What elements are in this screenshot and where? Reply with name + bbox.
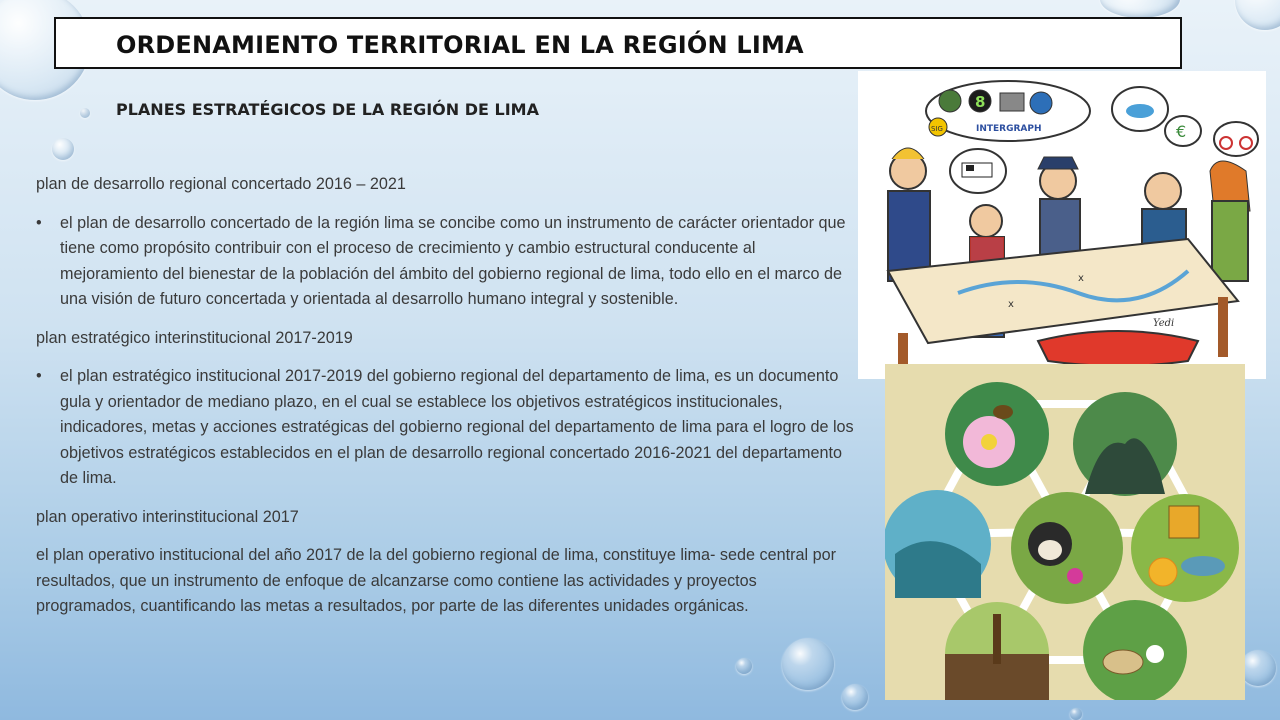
cartoon-illustration — [858, 71, 1266, 379]
section-paragraph-3: el plan operativo institucional del año 2017 de la del gobierno regional de lima, constituye lima- sede central por resultados, que un instrumento de enfoque de alcanzarse como contiene las actividades y proyectos programados, cuantificando las metas a resultados, por parte de las diferentes unidades orgánicas. — [36, 546, 836, 615]
bubble-decoration — [736, 658, 752, 674]
bullet-text-1: el plan de desarrollo concertado de la región lima se concibe como un instrumento de carácter orientador que tiene como propósito contribuir con el proceso de crecimiento y cambio estructural conducente al mejoramiento del bienestar de la población del ámbito del gobierno regional de lima, todo ello en el marco de una visión de futuro concertada y orientada al desarrollo humano integral y sostenible. — [60, 213, 846, 308]
ecosystem-drawing — [885, 364, 1245, 700]
wood-cotton-circle — [1083, 600, 1187, 700]
bullet-text-2: el plan estratégico institucional 2017-2019 del gobierno regional del departamento de lima, es un documento gula y orientador de mediano plazo, en el cual se establece los objetivos estratégicos institucionales, indicadores, metas y acciones estratégicas del gobierno regional del departamento de lima para el logro de los objetivos estratégicos establecidos en el plan de desarrollo regional concertado 2016-2021 del departamento de lima. — [60, 367, 854, 487]
logo-intergraph-text: INTERGRAPH — [976, 124, 1042, 134]
bubble-decoration — [842, 684, 868, 710]
logo-8-text: 8 — [975, 93, 986, 111]
bullet-item-1 — [36, 211, 856, 313]
svg-text:x: x — [1078, 273, 1084, 284]
section-heading-2: plan estratégico interinstitucional 2017-2019 — [36, 328, 353, 347]
section-heading-3: plan operativo interinstitucional 2017 — [36, 507, 299, 526]
bubble-decoration — [1240, 650, 1276, 686]
ecosystem-illustration — [885, 364, 1245, 700]
bullet-marker: • — [36, 367, 42, 385]
bullet-marker: • — [36, 213, 42, 232]
bubble-decoration — [80, 108, 90, 118]
logo-sig-text: SIG — [931, 125, 943, 133]
bubble-decoration — [52, 138, 74, 160]
svg-text:x: x — [1008, 299, 1014, 310]
bubble-decoration — [782, 638, 834, 690]
bubble-decoration — [1100, 0, 1180, 18]
cartoon-drawing — [858, 71, 1266, 379]
section-heading-1: plan de desarrollo regional concertado 2016 – 2021 — [36, 175, 406, 193]
bubble-decoration — [1070, 708, 1082, 720]
content-body — [36, 172, 856, 620]
bullet-item-2 — [36, 364, 856, 492]
cartoon-signature: Yedi — [1153, 318, 1175, 329]
bubble-decoration — [1235, 0, 1280, 30]
slide-subtitle: PLANES ESTRATÉGICOS DE LA REGIÓN DE LIMA — [116, 100, 539, 119]
slide-title: ORDENAMIENTO TERRITORIAL EN LA REGIÓN LIMA — [116, 31, 804, 59]
euro-sign: € — [1176, 122, 1187, 141]
title-box — [54, 17, 1182, 69]
